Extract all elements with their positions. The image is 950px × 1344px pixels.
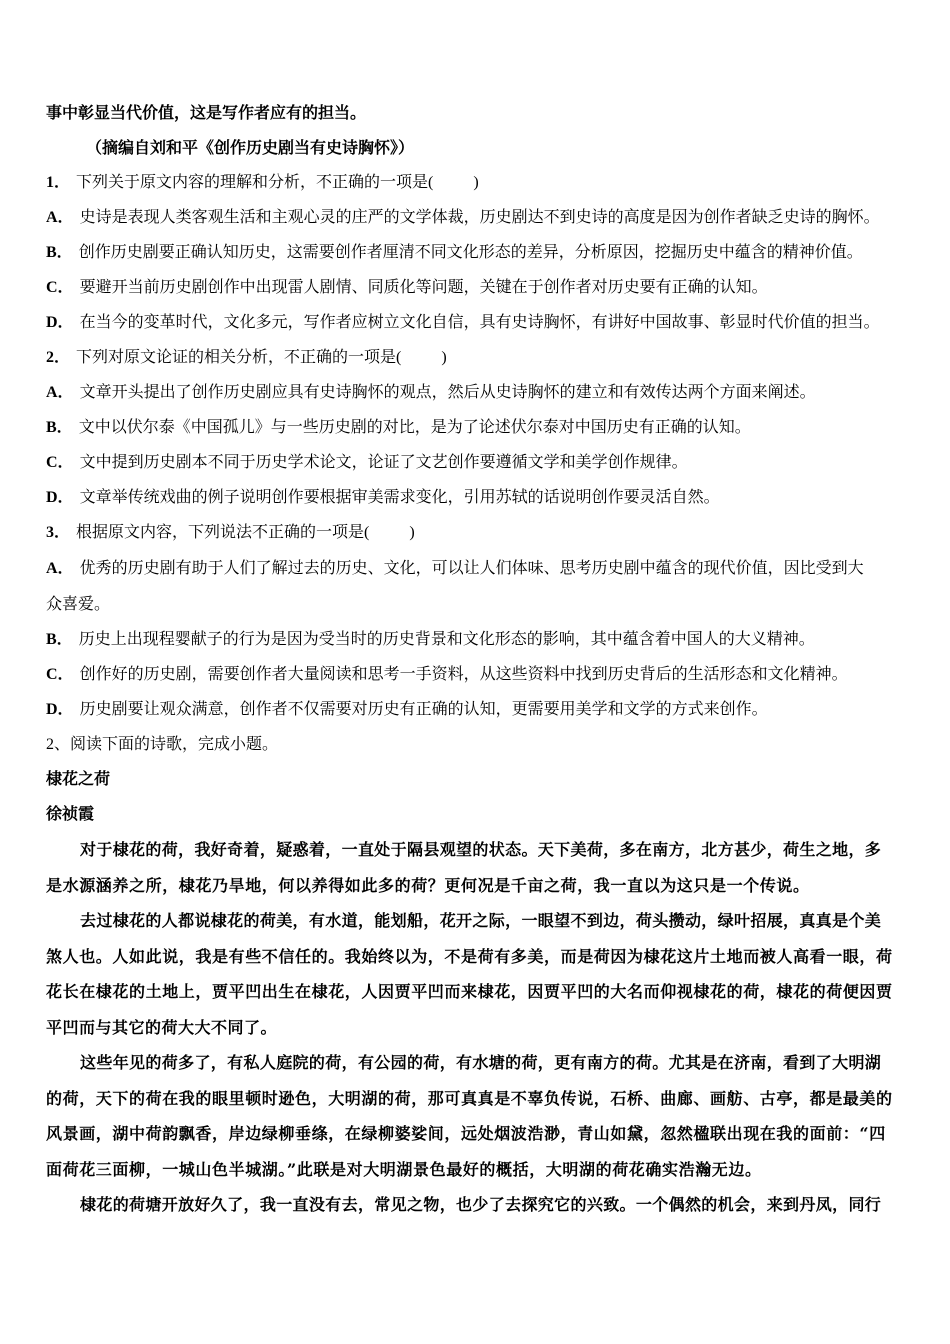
question-number: 2． [46,349,71,366]
option-text: 创作历史剧要正确认知历史，这需要创作者厘清不同文化形态的差异，分析原因，挖掘历史中蕴含的精神价值。 [78,244,863,261]
question-list [46,165,908,727]
essay-paragraph-line: 风景画，湖中荷韵飘香，岸边绿柳垂绦，在绿柳婆娑间，远处烟波浩渺，青山如黛，忽然楹联出现在我的面前：“四 [46,1124,886,1143]
question-text: 下列对原文论证的相关分析，不正确的一项是( [76,349,402,366]
answer-option[interactable] [46,622,908,657]
answer-option[interactable] [46,480,908,515]
option-letter: B． [46,631,73,648]
option-text: 文章开头提出了创作历史剧应具有史诗胸怀的观点，然后从史诗胸怀的建立和有效传达两个方面来阐述。 [79,384,816,401]
essay-paragraph-start: 这些年见的荷多了，有私人庭院的荷，有公园的荷，有水塘的荷，更有南方的荷。尤其是在济南，看到了大明湖 [80,1053,882,1072]
answer-option[interactable] [46,692,908,727]
option-letter: C． [46,454,74,471]
option-letter: C． [46,279,74,296]
option-text: 历史剧要让观众满意，创作者不仅需要对历史有正确的认知，更需要用美学和文学的方式来创作。 [79,701,768,718]
answer-option[interactable] [46,375,908,410]
essay-paragraph-start: 对于棣花的荷，我好奇着，疑惑着，一直处于隔县观望的状态。天下美荷，多在南方，北方甚少，荷生之地，多 [80,840,882,859]
option-text: 文中提到历史剧本不同于历史学术论文，论证了文艺创作要遵循文学和美学创作规律。 [79,454,688,471]
poem-author: 徐祯霞 [46,804,95,823]
option-text: 优秀的历史剧有助于人们了解过去的历史、文化，可以让人们体味、思考历史剧中蕴含的现代价值，因比受到大 [79,560,864,577]
passage-closing-line: 事中彰显当代价值，这是写作者应有的担当。 [46,103,367,122]
option-letter: A． [46,560,74,577]
option-letter: B． [46,419,73,436]
question-number: 3． [46,524,71,541]
poem-title: 棣花之荷 [46,769,111,788]
option-letter: D． [46,489,74,506]
question-text: 根据原文内容，下列说法不正确的一项是( [76,524,370,541]
essay-paragraph-start: 去过棣花的人都说棣花的荷美，有水道，能划船，花开之际，一眼望不到边，荷头攒动，绿叶招展，真真是个美 [80,911,882,930]
answer-option[interactable] [46,235,908,270]
option-letter: D． [46,314,74,331]
answer-option-continued [46,587,908,622]
passage-source: （摘编自刘和平《创作历史剧当有史诗胸怀》） [86,138,415,157]
essay-paragraph-start: 棣花的荷塘开放好久了，我一直没有去，常见之物，也少了去探究它的兴致。一个偶然的机会，来到丹凤，同行 [80,1195,882,1214]
answer-option[interactable] [46,200,908,235]
question-number: 1． [46,174,71,191]
answer-option[interactable] [46,305,908,340]
option-letter: A． [46,384,74,401]
essay-paragraph-line: 面荷花三面柳，一城山色半城湖。”此联是对大明湖景色最好的概括，大明湖的荷花确实浩瀚无边。 [46,1159,762,1179]
question-text: 下列关于原文内容的理解和分析，不正确的一项是( [76,174,434,191]
option-letter: B． [46,244,73,261]
question-text-end: ) [409,524,415,541]
question-stem [46,515,908,550]
option-letter: A． [46,209,74,226]
option-text: 要避开当前历史剧创作中出现雷人剧情、同质化等问题，关键在于创作者对历史要有正确的认知。 [79,279,768,296]
question-text-end: ) [441,349,447,366]
answer-option[interactable] [46,445,908,480]
option-text: 史诗是表现人类客观生活和主观心灵的庄严的文学体裁，历史剧达不到史诗的高度是因为创作者缺乏史诗的胸怀。 [79,209,880,226]
option-text: 创作好的历史剧，需要创作者大量阅读和思考一手资料，从这些资料中找到历史背后的生活形态和文化精神。 [79,666,848,683]
option-text: 众喜爱。 [46,596,111,613]
essay-paragraph-line: 是水源涵养之所，棣花乃旱地，何以养得如此多的荷？更何况是千亩之荷，我一直以为这只是一个传说。 [46,875,810,895]
reading-section-2 [46,727,908,1223]
question-text-end: ) [473,174,479,191]
reading-instruction: 2、阅读下面的诗歌，完成小题。 [46,736,279,753]
answer-option[interactable] [46,550,908,587]
answer-option[interactable] [46,410,908,445]
essay-paragraph-line: 煞人也。人如此说，我是有些不信任的。我始终以为，不是荷有多美，而是荷因为棣花这片土地而被人高看一眼，荷 [46,946,893,966]
answer-option[interactable] [46,270,908,305]
option-text: 在当今的变革时代，文化多元，写作者应树立文化自信，具有史诗胸怀，有讲好中国故事、彰显时代价值的担当。 [79,314,880,331]
option-letter: C． [46,666,74,683]
essay-paragraph-line: 花长在棣花的土地上，贾平凹出生在棣花，人因贾平凹而来棣花，因贾平凹的大名而仰视棣花的荷，棣花的荷便因贾 [46,982,893,1001]
essay-paragraph-line: 的荷，天下的荷在我的眼里顿时逊色，大明湖的荷，那可真真是不辜负传说，石桥、曲廊、画舫、古亭，都是最美的 [46,1088,893,1108]
option-text: 历史上出现程婴献子的行为是因为受当时的历史背景和文化形态的影响，其中蕴含着中国人的大义精神。 [78,631,815,648]
answer-option[interactable] [46,657,908,692]
option-letter: D． [46,701,74,718]
question-stem [46,340,908,375]
essay-paragraph-line: 平凹而与其它的荷大大不同了。 [46,1017,278,1037]
question-stem [46,165,908,200]
option-text: 文中以伏尔泰《中国孤儿》与一些历史剧的对比，是为了论述伏尔泰对中国历史有正确的认知。 [78,419,751,436]
option-text: 文章举传统戏曲的例子说明创作要根据审美需求变化，引用苏轼的话说明创作要灵活自然。 [79,489,720,506]
document-page [46,96,908,1223]
